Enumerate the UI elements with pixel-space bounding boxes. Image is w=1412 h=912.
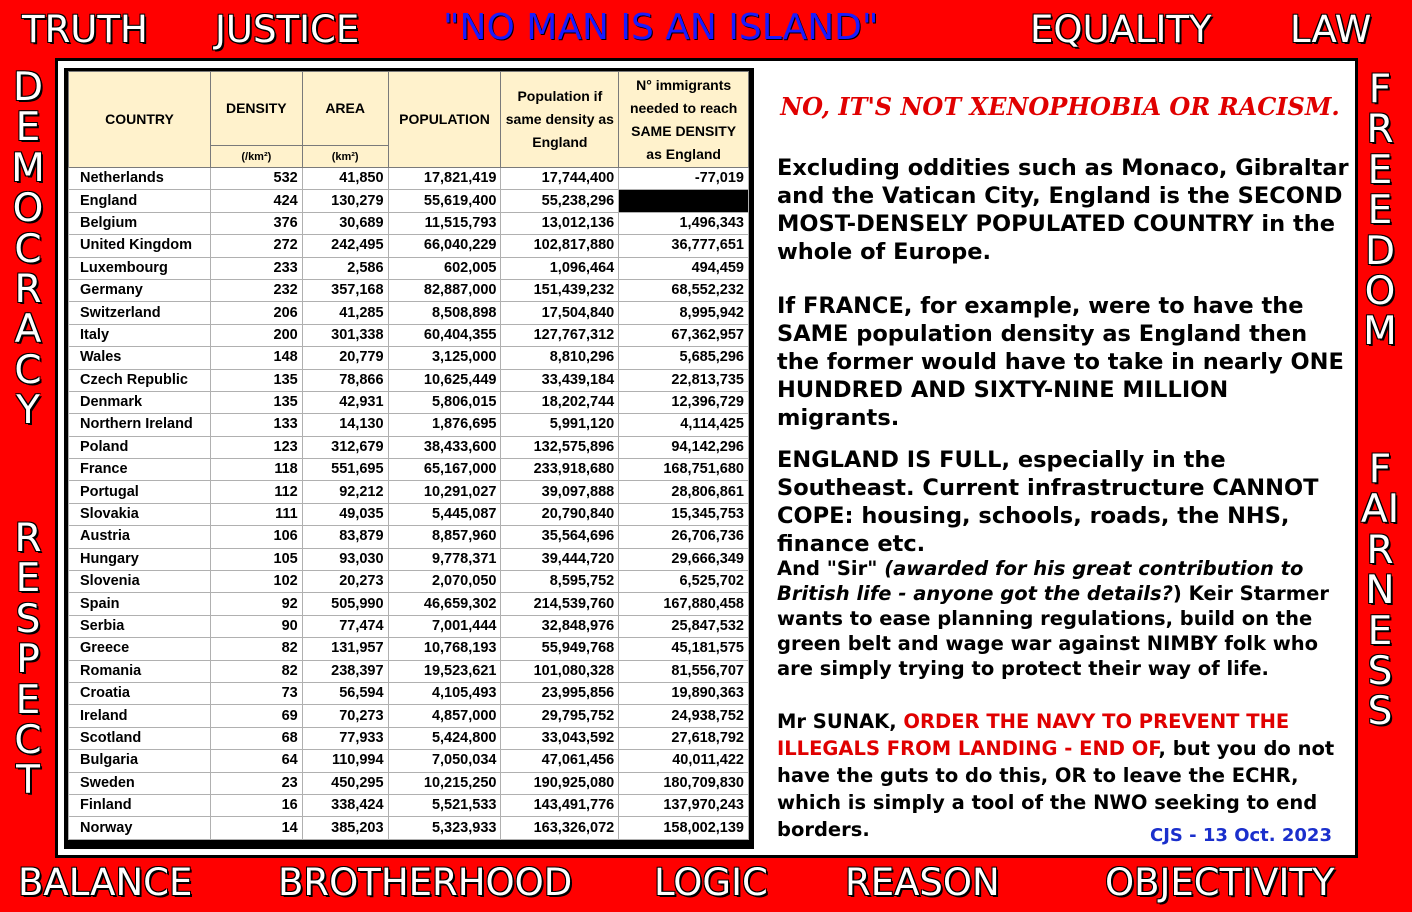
cell-area: 357,168 <box>302 279 388 301</box>
table-row <box>69 705 749 727</box>
cell-immigrants-needed: 494,459 <box>619 257 749 279</box>
cell-area: 92,212 <box>302 481 388 503</box>
cell-immigrants-needed: 25,847,532 <box>619 615 749 637</box>
word-freedom: FREEDOM <box>1363 67 1397 355</box>
cell-density: 376 <box>210 212 302 234</box>
cell-population-same-density: 39,097,888 <box>501 481 619 503</box>
word-objectivity: OBJECTIVITY <box>1105 861 1335 904</box>
cell-country: Poland <box>69 436 211 458</box>
cell-population-same-density: 55,949,768 <box>501 638 619 660</box>
cell-country: Serbia <box>69 615 211 637</box>
cell-population: 11,515,793 <box>388 212 501 234</box>
cell-area: 41,850 <box>302 168 388 190</box>
p5-red-demand: ORDER THE NAVY TO PREVENT THE ILLEGALS FROM LANDING - END OF <box>777 710 1290 760</box>
header-immigrants-needed: N° immigrants needed to reach SAME DENSITY as England <box>619 72 749 168</box>
p4-part-a: And "Sir" <box>777 557 885 580</box>
cell-population-same-density: 55,238,296 <box>501 190 619 212</box>
cell-country: England <box>69 190 211 212</box>
cell-population: 5,806,015 <box>388 391 501 413</box>
cell-immigrants-needed: 45,181,575 <box>619 638 749 660</box>
cell-population-same-density: 143,491,776 <box>501 794 619 816</box>
headline: NO, IT'S NOT XENOPHOBIA OR RACISM. <box>780 92 1340 121</box>
cell-density: 532 <box>210 168 302 190</box>
cell-area: 312,679 <box>302 436 388 458</box>
cell-density: 133 <box>210 414 302 436</box>
cell-immigrants-needed: 81,556,707 <box>619 660 749 682</box>
paragraph-starmer <box>777 556 1352 681</box>
table-row <box>69 593 749 615</box>
cell-country: Northern Ireland <box>69 414 211 436</box>
table-row <box>69 682 749 704</box>
word-reason: REASON <box>845 861 1000 904</box>
cell-population: 10,215,250 <box>388 772 501 794</box>
table-row <box>69 391 749 413</box>
table-row <box>69 817 749 839</box>
cell-density: 69 <box>210 705 302 727</box>
word-justice: JUSTICE <box>215 8 360 51</box>
cell-area: 450,295 <box>302 772 388 794</box>
cell-population-same-density: 151,439,232 <box>501 279 619 301</box>
table-row <box>69 660 749 682</box>
cell-country: Greece <box>69 638 211 660</box>
cell-country: Romania <box>69 660 211 682</box>
paragraph-sunak <box>777 708 1352 843</box>
cell-density: 232 <box>210 279 302 301</box>
cell-immigrants-needed: 26,706,736 <box>619 526 749 548</box>
cell-area: 83,879 <box>302 526 388 548</box>
cell-density: 16 <box>210 794 302 816</box>
cell-country: Switzerland <box>69 302 211 324</box>
cell-population-same-density: 163,326,072 <box>501 817 619 839</box>
cell-population: 5,445,087 <box>388 503 501 525</box>
cell-country: Netherlands <box>69 168 211 190</box>
cell-density: 92 <box>210 593 302 615</box>
cell-population: 5,521,533 <box>388 794 501 816</box>
cell-area: 49,035 <box>302 503 388 525</box>
cell-density: 135 <box>210 369 302 391</box>
cell-population-same-density: 23,995,856 <box>501 682 619 704</box>
cell-population: 602,005 <box>388 257 501 279</box>
cell-immigrants-needed: 6,525,702 <box>619 571 749 593</box>
table-row <box>69 347 749 369</box>
cell-density: 135 <box>210 391 302 413</box>
cell-population: 5,424,800 <box>388 727 501 749</box>
cell-country: Finland <box>69 794 211 816</box>
p5-part-c: , but you do not have the guts to do this, OR to leave the ECHR, which is simply a tool of the NWO seeking to end borders. <box>777 737 1335 841</box>
cell-density: 90 <box>210 615 302 637</box>
cell-area: 2,586 <box>302 257 388 279</box>
cell-country: Scotland <box>69 727 211 749</box>
cell-country: Ireland <box>69 705 211 727</box>
table-row <box>69 548 749 570</box>
cell-country: Belgium <box>69 212 211 234</box>
cell-population: 19,523,621 <box>388 660 501 682</box>
table-row <box>69 369 749 391</box>
cell-country: United Kingdom <box>69 235 211 257</box>
cell-density: 206 <box>210 302 302 324</box>
cell-area: 20,273 <box>302 571 388 593</box>
cell-density: 105 <box>210 548 302 570</box>
cell-density: 424 <box>210 190 302 212</box>
cell-population: 4,857,000 <box>388 705 501 727</box>
cell-population-same-density: 29,795,752 <box>501 705 619 727</box>
cell-immigrants-needed: 180,709,830 <box>619 772 749 794</box>
cell-immigrants-needed: 19,890,363 <box>619 682 749 704</box>
table-row <box>69 481 749 503</box>
cell-population: 10,625,449 <box>388 369 501 391</box>
cell-area: 238,397 <box>302 660 388 682</box>
header-density: DENSITY <box>210 72 302 146</box>
cell-area: 242,495 <box>302 235 388 257</box>
cell-population: 65,167,000 <box>388 459 501 481</box>
cell-immigrants-needed: 8,995,942 <box>619 302 749 324</box>
cell-population-same-density: 127,767,312 <box>501 324 619 346</box>
p5-part-a: Mr SUNAK, <box>777 710 904 733</box>
table-row <box>69 324 749 346</box>
cell-population-same-density: 101,080,328 <box>501 660 619 682</box>
header-population: POPULATION <box>388 72 501 168</box>
cell-population-same-density: 33,043,592 <box>501 727 619 749</box>
table-row <box>69 772 749 794</box>
paragraph-france-example: If FRANCE, for example, were to have the SAME population density as England then the former would have to take in nearly ONE HUNDRED AND SIXTY-NINE MILLION migrants. <box>777 293 1344 431</box>
cell-area: 78,866 <box>302 369 388 391</box>
cell-immigrants-needed: 40,011,422 <box>619 750 749 772</box>
cell-area: 110,994 <box>302 750 388 772</box>
cell-area: 77,474 <box>302 615 388 637</box>
signature: CJS - 13 Oct. 2023 <box>1150 825 1332 846</box>
cell-country: Luxembourg <box>69 257 211 279</box>
word-balance: BALANCE <box>18 861 193 904</box>
cell-population-same-density: 190,925,080 <box>501 772 619 794</box>
cell-area: 42,931 <box>302 391 388 413</box>
table-body <box>69 168 749 840</box>
header-area: AREA <box>302 72 388 146</box>
cell-density: 112 <box>210 481 302 503</box>
cell-immigrants-needed: 36,777,651 <box>619 235 749 257</box>
cell-country: Austria <box>69 526 211 548</box>
cell-density: 118 <box>210 459 302 481</box>
cell-immigrants-needed: 22,813,735 <box>619 369 749 391</box>
cell-population: 55,619,400 <box>388 190 501 212</box>
cell-population-same-density: 18,202,744 <box>501 391 619 413</box>
table-row <box>69 750 749 772</box>
cell-population: 82,887,000 <box>388 279 501 301</box>
cell-density: 106 <box>210 526 302 548</box>
cell-population: 17,821,419 <box>388 168 501 190</box>
cell-population-same-density: 17,504,840 <box>501 302 619 324</box>
cell-population: 7,001,444 <box>388 615 501 637</box>
header-density-unit: (/km²) <box>210 146 302 168</box>
table-row <box>69 727 749 749</box>
paragraph-second-most-dense: Excluding oddities such as Monaco, Gibraltar and the Vatican City, England is the SECOND MOST-DENSELY POPULATED COUNTRY in the whole of Europe. <box>777 155 1349 265</box>
cell-immigrants-needed: 12,396,729 <box>619 391 749 413</box>
cell-area: 301,338 <box>302 324 388 346</box>
cell-immigrants-needed: 28,806,861 <box>619 481 749 503</box>
header-area-unit: (km²) <box>302 146 388 168</box>
cell-immigrants-needed: 15,345,753 <box>619 503 749 525</box>
cell-population: 8,508,898 <box>388 302 501 324</box>
cell-density: 233 <box>210 257 302 279</box>
cell-population: 3,125,000 <box>388 347 501 369</box>
cell-population-same-density: 233,918,680 <box>501 459 619 481</box>
cell-density: 148 <box>210 347 302 369</box>
density-table-container <box>64 68 754 849</box>
cell-population: 10,768,193 <box>388 638 501 660</box>
table-row <box>69 571 749 593</box>
cell-immigrants-needed: 24,938,752 <box>619 705 749 727</box>
cell-density: 64 <box>210 750 302 772</box>
cell-population-same-density: 13,012,136 <box>501 212 619 234</box>
cell-population-same-density: 35,564,696 <box>501 526 619 548</box>
cell-population-same-density: 102,817,880 <box>501 235 619 257</box>
cell-population: 38,433,600 <box>388 436 501 458</box>
cell-country: France <box>69 459 211 481</box>
cell-density: 73 <box>210 682 302 704</box>
cell-population: 1,876,695 <box>388 414 501 436</box>
cell-immigrants-needed <box>619 190 749 212</box>
p4-part-c: ) Keir Starmer wants to ease planning regulations, build on the green belt and wage war against NIMBY folk who are simply trying to protect their way of life. <box>777 582 1329 680</box>
cell-country: Wales <box>69 347 211 369</box>
cell-area: 130,279 <box>302 190 388 212</box>
cell-population: 7,050,034 <box>388 750 501 772</box>
cell-area: 70,273 <box>302 705 388 727</box>
word-logic: LOGIC <box>654 861 768 904</box>
table-row <box>69 302 749 324</box>
cell-population: 10,291,027 <box>388 481 501 503</box>
cell-immigrants-needed: 67,362,957 <box>619 324 749 346</box>
cell-country: Denmark <box>69 391 211 413</box>
cell-immigrants-needed: 5,685,296 <box>619 347 749 369</box>
cell-population: 66,040,229 <box>388 235 501 257</box>
cell-population-same-density: 32,848,976 <box>501 615 619 637</box>
cell-area: 14,130 <box>302 414 388 436</box>
table-row <box>69 794 749 816</box>
cell-population: 4,105,493 <box>388 682 501 704</box>
table-row <box>69 212 749 234</box>
cell-immigrants-needed: 1,496,343 <box>619 212 749 234</box>
cell-area: 505,990 <box>302 593 388 615</box>
cell-population: 9,778,371 <box>388 548 501 570</box>
table-row <box>69 526 749 548</box>
cell-population-same-density: 5,991,120 <box>501 414 619 436</box>
cell-population-same-density: 39,444,720 <box>501 548 619 570</box>
table-row <box>69 190 749 212</box>
cell-area: 385,203 <box>302 817 388 839</box>
cell-country: Bulgaria <box>69 750 211 772</box>
table-row <box>69 615 749 637</box>
cell-immigrants-needed: 167,880,458 <box>619 593 749 615</box>
cell-area: 338,424 <box>302 794 388 816</box>
cell-density: 82 <box>210 660 302 682</box>
cell-population: 2,070,050 <box>388 571 501 593</box>
word-respect: RESPECT <box>14 516 42 804</box>
cell-area: 20,779 <box>302 347 388 369</box>
cell-country: Sweden <box>69 772 211 794</box>
cell-density: 200 <box>210 324 302 346</box>
word-truth: TRUTH <box>22 8 148 51</box>
title-no-man-is-an-island: "NO MAN IS AN ISLAND" <box>443 7 879 48</box>
cell-immigrants-needed: 27,618,792 <box>619 727 749 749</box>
cell-population-same-density: 20,790,840 <box>501 503 619 525</box>
table-row <box>69 168 749 190</box>
cell-population-same-density: 8,810,296 <box>501 347 619 369</box>
word-brotherhood: BROTHERHOOD <box>278 861 573 904</box>
cell-population-same-density: 8,595,752 <box>501 571 619 593</box>
cell-country: Norway <box>69 817 211 839</box>
cell-density: 123 <box>210 436 302 458</box>
cell-density: 14 <box>210 817 302 839</box>
cell-area: 131,957 <box>302 638 388 660</box>
cell-density: 82 <box>210 638 302 660</box>
cell-area: 551,695 <box>302 459 388 481</box>
word-law: LAW <box>1290 8 1372 51</box>
cell-country: Czech Republic <box>69 369 211 391</box>
cell-immigrants-needed: 158,002,139 <box>619 817 749 839</box>
cell-area: 77,933 <box>302 727 388 749</box>
word-fairness: FAIRNESS <box>1360 447 1400 735</box>
cell-density: 23 <box>210 772 302 794</box>
cell-country: Spain <box>69 593 211 615</box>
table-row <box>69 638 749 660</box>
header-country: COUNTRY <box>69 72 211 168</box>
density-table <box>68 71 749 840</box>
cell-immigrants-needed: 137,970,243 <box>619 794 749 816</box>
cell-population-same-density: 47,061,456 <box>501 750 619 772</box>
cell-immigrants-needed: 168,751,680 <box>619 459 749 481</box>
cell-country: Portugal <box>69 481 211 503</box>
cell-country: Slovakia <box>69 503 211 525</box>
cell-area: 30,689 <box>302 212 388 234</box>
word-equality: EQUALITY <box>1030 8 1212 51</box>
table-row <box>69 235 749 257</box>
cell-population: 8,857,960 <box>388 526 501 548</box>
table-row <box>69 414 749 436</box>
cell-immigrants-needed: 4,114,425 <box>619 414 749 436</box>
cell-density: 111 <box>210 503 302 525</box>
cell-density: 102 <box>210 571 302 593</box>
table-row <box>69 279 749 301</box>
table-row <box>69 257 749 279</box>
cell-population: 5,323,933 <box>388 817 501 839</box>
cell-immigrants-needed: 68,552,232 <box>619 279 749 301</box>
cell-density: 272 <box>210 235 302 257</box>
cell-population-same-density: 132,575,896 <box>501 436 619 458</box>
table-row <box>69 459 749 481</box>
cell-population-same-density: 17,744,400 <box>501 168 619 190</box>
cell-country: Croatia <box>69 682 211 704</box>
cell-country: Germany <box>69 279 211 301</box>
cell-country: Slovenia <box>69 571 211 593</box>
table-row <box>69 436 749 458</box>
cell-population-same-density: 33,439,184 <box>501 369 619 391</box>
cell-area: 93,030 <box>302 548 388 570</box>
cell-area: 41,285 <box>302 302 388 324</box>
table-row <box>69 503 749 525</box>
cell-immigrants-needed: 29,666,349 <box>619 548 749 570</box>
cell-density: 68 <box>210 727 302 749</box>
header-population-same-density: Population if same density as England <box>501 72 619 168</box>
word-democracy: DEMOCRACY <box>11 65 45 434</box>
paragraph-england-is-full: ENGLAND IS FULL, especially in the Southeast. Current infrastructure CANNOT COPE: housing, schools, roads, the NHS, finance etc. <box>777 447 1319 557</box>
cell-population: 60,404,355 <box>388 324 501 346</box>
cell-immigrants-needed: -77,019 <box>619 168 749 190</box>
cell-area: 56,594 <box>302 682 388 704</box>
cell-population-same-density: 1,096,464 <box>501 257 619 279</box>
p4-italic-aside: (awarded for his great contribution to British life - anyone got the details? <box>777 557 1304 605</box>
cell-population-same-density: 214,539,760 <box>501 593 619 615</box>
cell-immigrants-needed: 94,142,296 <box>619 436 749 458</box>
cell-population: 46,659,302 <box>388 593 501 615</box>
cell-country: Italy <box>69 324 211 346</box>
cell-country: Hungary <box>69 548 211 570</box>
